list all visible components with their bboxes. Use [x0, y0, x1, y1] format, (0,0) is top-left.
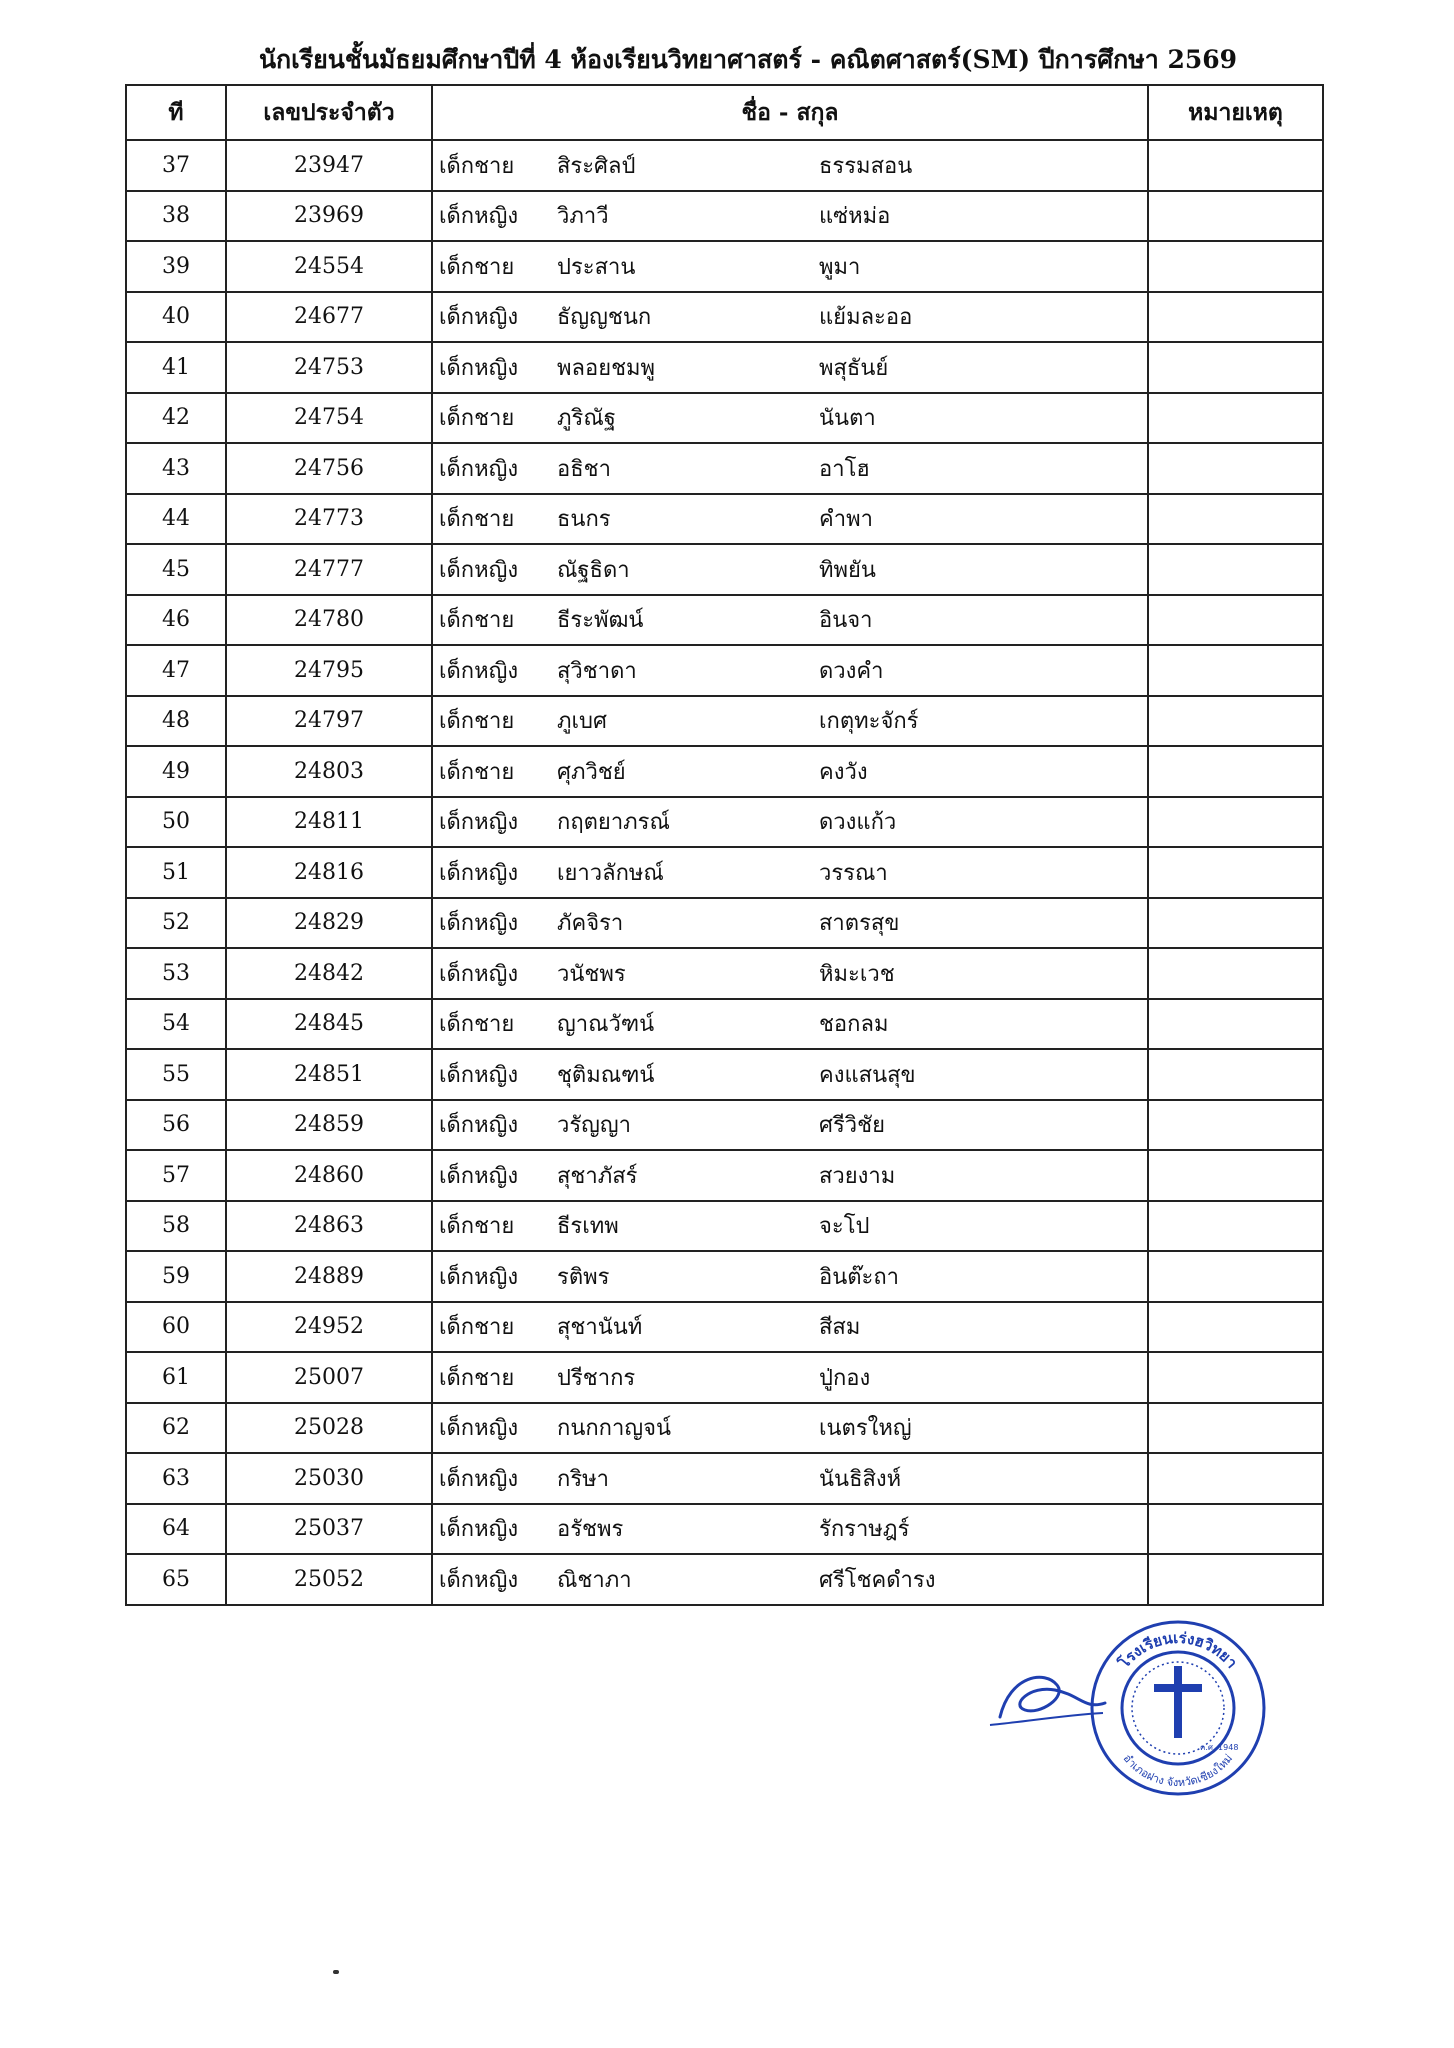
last-name: ดวงคำ	[819, 658, 884, 684]
student-name	[432, 847, 1148, 898]
student-id: 24753	[226, 342, 432, 393]
remarks-cell	[1148, 342, 1323, 393]
student-number: 43	[126, 443, 226, 494]
student-number: 59	[126, 1251, 226, 1302]
name-prefix: เด็กหญิง	[439, 911, 519, 937]
last-name: พสุธันย์	[819, 355, 889, 381]
first-name: ธีรเทพ	[557, 1214, 619, 1240]
student-name	[432, 696, 1148, 747]
remarks-cell	[1148, 1201, 1323, 1252]
remarks-cell	[1148, 746, 1323, 797]
first-name: ณิชาภา	[557, 1567, 632, 1593]
table-row	[126, 1453, 1323, 1504]
table-row	[126, 1403, 1323, 1454]
name-prefix: เด็กหญิง	[439, 1517, 519, 1543]
student-number: 60	[126, 1302, 226, 1353]
table-row	[126, 746, 1323, 797]
seal-text-bottom: อำเภอฝาง จังหวัดเชียงใหม่	[1120, 1751, 1236, 1790]
remarks-cell	[1148, 1352, 1323, 1403]
student-number: 41	[126, 342, 226, 393]
first-name: กริษา	[557, 1466, 609, 1492]
last-name: สวยงาม	[819, 1163, 896, 1189]
last-name: ศรีวิชัย	[819, 1113, 885, 1139]
student-id: 24811	[226, 797, 432, 848]
student-name	[432, 999, 1148, 1050]
last-name: วรรณา	[819, 860, 888, 886]
header-remarks: หมายเหตุ	[1148, 85, 1323, 140]
student-name	[432, 191, 1148, 242]
student-id: 23947	[226, 140, 432, 191]
student-id: 23969	[226, 191, 432, 242]
table-row	[126, 544, 1323, 595]
student-number: 44	[126, 494, 226, 545]
student-id: 24554	[226, 241, 432, 292]
table-row	[126, 494, 1323, 545]
name-prefix: เด็กหญิง	[439, 1416, 519, 1442]
first-name: พลอยชมพู	[557, 355, 656, 381]
remarks-cell	[1148, 494, 1323, 545]
student-id: 25007	[226, 1352, 432, 1403]
name-prefix: เด็กชาย	[439, 406, 515, 432]
remarks-cell	[1148, 1049, 1323, 1100]
student-id: 24863	[226, 1201, 432, 1252]
table-row	[126, 696, 1323, 747]
table-row	[126, 191, 1323, 242]
table-row	[126, 1251, 1323, 1302]
first-name: อรัชพร	[557, 1517, 624, 1543]
last-name: แซ่หม่อ	[819, 204, 891, 230]
student-name	[432, 1504, 1148, 1555]
table-header-row	[126, 85, 1323, 140]
student-id: 24677	[226, 292, 432, 343]
seal-text-top: โรงเรียนเร่งฮวิทยา	[1115, 1628, 1241, 1672]
last-name: ธรรมสอน	[819, 153, 913, 179]
name-prefix: เด็กหญิง	[439, 305, 519, 331]
last-name: หิมะเวช	[819, 961, 895, 987]
student-number: 49	[126, 746, 226, 797]
student-name	[432, 797, 1148, 848]
name-prefix: เด็กหญิง	[439, 1113, 519, 1139]
student-name	[432, 1403, 1148, 1454]
table-body	[126, 140, 1323, 1605]
student-id: 24829	[226, 898, 432, 949]
table-row	[126, 1504, 1323, 1555]
remarks-cell	[1148, 1251, 1323, 1302]
student-name	[432, 140, 1148, 191]
name-prefix: เด็กหญิง	[439, 456, 519, 482]
last-name: เนตรใหญ่	[819, 1416, 912, 1442]
remarks-cell	[1148, 241, 1323, 292]
last-name: เกตุทะจักร์	[819, 709, 919, 735]
name-prefix: เด็กหญิง	[439, 355, 519, 381]
student-name	[432, 1302, 1148, 1353]
first-name: ณัฐธิดา	[557, 557, 630, 583]
last-name: ดวงแก้ว	[819, 810, 897, 836]
remarks-cell	[1148, 1453, 1323, 1504]
remarks-cell	[1148, 797, 1323, 848]
first-name: ภูริณัฐ	[557, 406, 616, 432]
table-row	[126, 797, 1323, 848]
last-name: นันธิสิงห์	[819, 1466, 902, 1492]
last-name: สีสม	[819, 1315, 861, 1341]
student-number: 38	[126, 191, 226, 242]
student-id: 24860	[226, 1150, 432, 1201]
student-number: 61	[126, 1352, 226, 1403]
student-number: 54	[126, 999, 226, 1050]
last-name: แย้มละออ	[819, 305, 913, 331]
table-row	[126, 999, 1323, 1050]
student-name	[432, 443, 1148, 494]
name-prefix: เด็กหญิง	[439, 204, 519, 230]
name-prefix: เด็กหญิง	[439, 557, 519, 583]
last-name: รักราษฎร์	[819, 1517, 910, 1543]
first-name: ธัญญชนก	[557, 305, 652, 331]
name-prefix: เด็กชาย	[439, 254, 515, 280]
student-number: 55	[126, 1049, 226, 1100]
remarks-cell	[1148, 393, 1323, 444]
student-name	[432, 393, 1148, 444]
table-row	[126, 1554, 1323, 1605]
first-name: เยาวลักษณ์	[557, 860, 664, 886]
name-prefix: เด็กชาย	[439, 1214, 515, 1240]
name-prefix: เด็กหญิง	[439, 860, 519, 886]
student-number: 40	[126, 292, 226, 343]
remarks-cell	[1148, 140, 1323, 191]
table-row	[126, 443, 1323, 494]
student-number: 47	[126, 645, 226, 696]
student-name	[432, 292, 1148, 343]
student-number: 39	[126, 241, 226, 292]
name-prefix: เด็กชาย	[439, 759, 515, 785]
first-name: อธิชา	[557, 456, 611, 482]
last-name: คำพา	[819, 507, 873, 533]
table-row	[126, 595, 1323, 646]
student-name	[432, 1201, 1148, 1252]
student-name	[432, 948, 1148, 999]
last-name: อินต๊ะถา	[819, 1264, 900, 1290]
student-number: 48	[126, 696, 226, 747]
remarks-cell	[1148, 999, 1323, 1050]
remarks-cell	[1148, 1302, 1323, 1353]
remarks-cell	[1148, 1403, 1323, 1454]
student-id: 24845	[226, 999, 432, 1050]
student-id: 24842	[226, 948, 432, 999]
student-name	[432, 898, 1148, 949]
student-number: 57	[126, 1150, 226, 1201]
last-name: ชอกลม	[819, 1012, 889, 1038]
remarks-cell	[1148, 595, 1323, 646]
first-name: ญาณวัฑน์	[557, 1012, 655, 1038]
remarks-cell	[1148, 1150, 1323, 1201]
first-name: วิภาวี	[557, 204, 609, 230]
first-name: ประสาน	[557, 254, 636, 280]
table-row	[126, 1049, 1323, 1100]
table-row	[126, 645, 1323, 696]
first-name: ชุติมณฑน์	[557, 1062, 655, 1088]
student-id: 25030	[226, 1453, 432, 1504]
student-number: 46	[126, 595, 226, 646]
student-id: 24756	[226, 443, 432, 494]
student-id: 24797	[226, 696, 432, 747]
last-name: ศรีโชคดำรง	[819, 1567, 936, 1593]
student-id: 24851	[226, 1049, 432, 1100]
header-number: ที	[126, 85, 226, 140]
student-name	[432, 746, 1148, 797]
table-row	[126, 1100, 1323, 1151]
student-number: 42	[126, 393, 226, 444]
student-id: 24889	[226, 1251, 432, 1302]
remarks-cell	[1148, 1554, 1323, 1605]
student-id: 24952	[226, 1302, 432, 1353]
student-name	[432, 1554, 1148, 1605]
student-number: 50	[126, 797, 226, 848]
header-full-name: ชื่อ - สกุล	[432, 85, 1148, 140]
student-name	[432, 544, 1148, 595]
table-row	[126, 948, 1323, 999]
remarks-cell	[1148, 948, 1323, 999]
student-number: 63	[126, 1453, 226, 1504]
student-id: 24816	[226, 847, 432, 898]
table-row	[126, 241, 1323, 292]
last-name: นันตา	[819, 406, 876, 432]
student-number: 56	[126, 1100, 226, 1151]
last-name: จะโป	[819, 1214, 870, 1240]
table-row	[126, 1150, 1323, 1201]
student-name	[432, 1453, 1148, 1504]
student-id: 24859	[226, 1100, 432, 1151]
name-prefix: เด็กหญิง	[439, 810, 519, 836]
remarks-cell	[1148, 292, 1323, 343]
name-prefix: เด็กชาย	[439, 1315, 515, 1341]
last-name: อาโฮ	[819, 456, 870, 482]
student-name	[432, 241, 1148, 292]
table-row	[126, 1352, 1323, 1403]
student-name	[432, 645, 1148, 696]
student-number: 52	[126, 898, 226, 949]
student-name	[432, 595, 1148, 646]
student-number: 65	[126, 1554, 226, 1605]
name-prefix: เด็กหญิง	[439, 658, 519, 684]
remarks-cell	[1148, 1504, 1323, 1555]
student-id: 25028	[226, 1403, 432, 1454]
first-name: รติพร	[557, 1264, 610, 1290]
first-name: ภัคจิรา	[557, 911, 624, 937]
last-name: คงแสนสุข	[819, 1062, 916, 1088]
table-row	[126, 847, 1323, 898]
name-prefix: เด็กหญิง	[439, 961, 519, 987]
first-name: ศุภวิชย์	[557, 759, 626, 785]
last-name: ปู่กอง	[819, 1365, 871, 1391]
header-student-id: เลขประจำตัว	[226, 85, 432, 140]
student-id: 24777	[226, 544, 432, 595]
first-name: วรัญญา	[557, 1113, 632, 1139]
first-name: กนกกาญจน์	[557, 1416, 672, 1442]
remarks-cell	[1148, 898, 1323, 949]
table-row	[126, 898, 1323, 949]
first-name: สุชาภัสร์	[557, 1163, 638, 1189]
last-name: อินจา	[819, 608, 873, 634]
student-number: 53	[126, 948, 226, 999]
name-prefix: เด็กชาย	[439, 153, 515, 179]
name-prefix: เด็กชาย	[439, 608, 515, 634]
seal-year: ค.ศ. 1948	[1200, 1743, 1239, 1752]
table-row	[126, 1201, 1323, 1252]
document-title: นักเรียนชั้นมัธยมศึกษาปีที่ 4 ห้องเรียนวิทยาศาสตร์ - คณิตศาสตร์(SM) ปีการศึกษา 2569	[258, 45, 1238, 74]
last-name: คงวัง	[819, 759, 868, 785]
remarks-cell	[1148, 1100, 1323, 1151]
student-id: 24773	[226, 494, 432, 545]
student-id: 25052	[226, 1554, 432, 1605]
table-row	[126, 140, 1323, 191]
table-row	[126, 393, 1323, 444]
name-prefix: เด็กหญิง	[439, 1264, 519, 1290]
name-prefix: เด็กหญิง	[439, 1567, 519, 1593]
remarks-cell	[1148, 443, 1323, 494]
student-id: 25037	[226, 1504, 432, 1555]
student-name	[432, 1352, 1148, 1403]
remarks-cell	[1148, 544, 1323, 595]
first-name: สุวิชาดา	[557, 658, 637, 684]
first-name: ธนกร	[557, 507, 611, 533]
first-name: กฤตยาภรณ์	[557, 810, 670, 836]
student-number: 51	[126, 847, 226, 898]
student-number: 45	[126, 544, 226, 595]
first-name: สิระศิลป์	[557, 153, 636, 179]
name-prefix: เด็กหญิง	[439, 1163, 519, 1189]
remarks-cell	[1148, 847, 1323, 898]
last-name: ทิพยัน	[819, 557, 876, 583]
student-name	[432, 1251, 1148, 1302]
stray-mark	[333, 1970, 339, 1974]
student-id: 24795	[226, 645, 432, 696]
student-number: 64	[126, 1504, 226, 1555]
student-id: 24754	[226, 393, 432, 444]
student-id: 24803	[226, 746, 432, 797]
student-name	[432, 342, 1148, 393]
name-prefix: เด็กหญิง	[439, 1466, 519, 1492]
student-number: 62	[126, 1403, 226, 1454]
remarks-cell	[1148, 645, 1323, 696]
first-name: ภูเบศ	[557, 709, 607, 735]
table-row	[126, 1302, 1323, 1353]
remarks-cell	[1148, 696, 1323, 747]
name-prefix: เด็กชาย	[439, 1012, 515, 1038]
first-name: ธีระพัฒน์	[557, 608, 644, 634]
first-name: วนัชพร	[557, 961, 626, 987]
student-name	[432, 494, 1148, 545]
name-prefix: เด็กชาย	[439, 709, 515, 735]
name-prefix: เด็กชาย	[439, 1365, 515, 1391]
table-row	[126, 292, 1323, 343]
student-number: 37	[126, 140, 226, 191]
last-name: สาตรสุข	[819, 911, 900, 937]
first-name: สุชานันท์	[557, 1315, 643, 1341]
table-row	[126, 342, 1323, 393]
student-name	[432, 1100, 1148, 1151]
student-id: 24780	[226, 595, 432, 646]
name-prefix: เด็กชาย	[439, 507, 515, 533]
last-name: พูมา	[819, 254, 861, 280]
student-roster-table	[125, 84, 1324, 1606]
first-name: ปรีชากร	[557, 1365, 636, 1391]
student-number: 58	[126, 1201, 226, 1252]
student-name	[432, 1150, 1148, 1201]
remarks-cell	[1148, 191, 1323, 242]
student-name	[432, 1049, 1148, 1100]
name-prefix: เด็กหญิง	[439, 1062, 519, 1088]
school-seal-stamp	[1088, 1618, 1268, 1798]
